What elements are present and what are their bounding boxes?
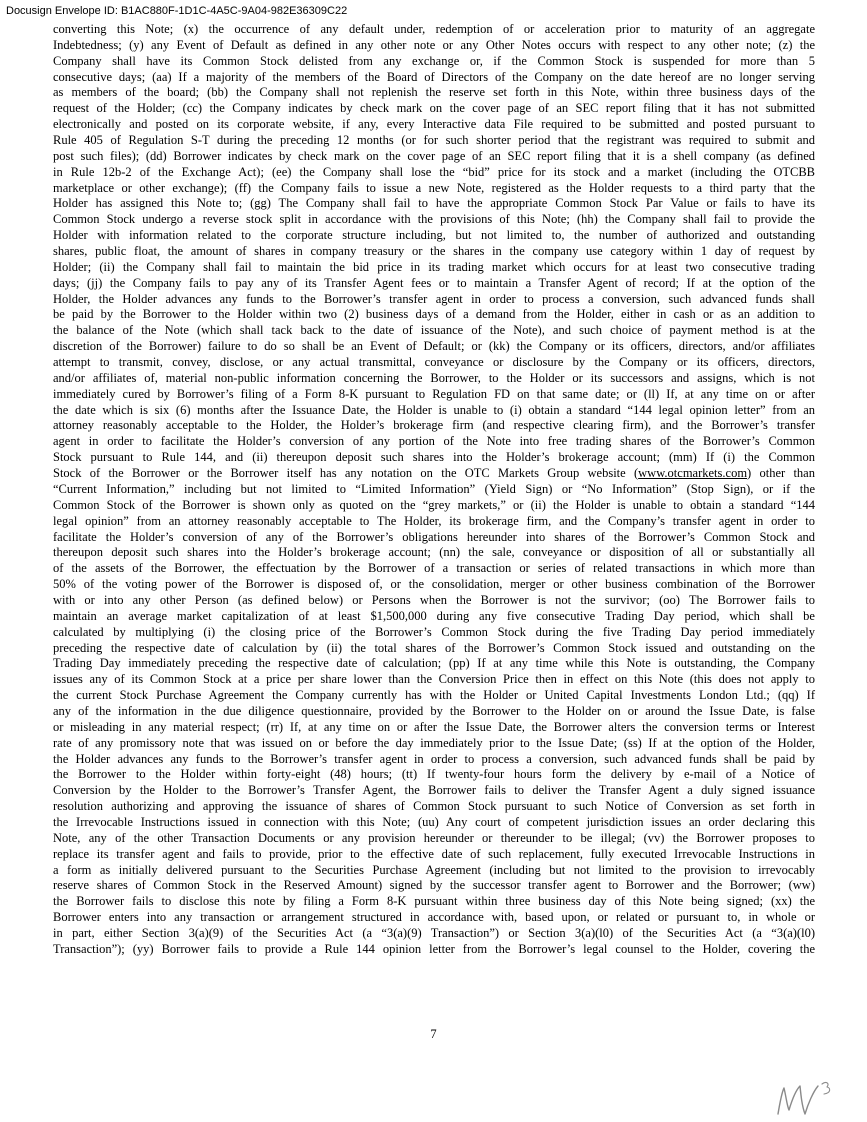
text-line: Company shall have its Common Stock delisted from any exchange or, if the Common Stock is suspended for more than 5 [53,53,815,68]
text-line: be paid by the Borrower to the Holder within two (2) business days of a demand from the Holder, either in cash or as an addition to [53,307,815,322]
text-line: post such files); (dd) Borrower indicates by check mark on the cover page of an SEC report filing that it is a shell company (as defined [53,148,815,163]
text-line: Borrower enters into any transaction or arrangement structured in accordance with, based upon, or related or pursuant to, in whole or [53,910,815,925]
text-line: the current Stock Purchase Agreement the Company currently has with the Holder or United Capital Investments London Ltd.; (qq) If [53,688,815,703]
text-line: rate of any promissory note that was issued on or before the day immediately prior to the Issue Date; (ss) If at the option of the Holder, [53,735,815,750]
text-line: Holder; (ii) the Company shall fail to maintain the bid price in its trading market which occurs for at least two consecutive trading [53,259,815,274]
text-line: Rule 405 of Regulation S-T during the preceding 12 months (or for such shorter period that the registrant was required to submit and [53,133,815,148]
text-line: with or into any other Person (as defined below) or Persons when the Borrower is not the survivor; (oo) The Borrower fails to [53,592,815,607]
text-line: attempt to transmit, convey, disclose, or any actual transmittal, conveyance or disclosure by the Company or its officers, directors, [53,355,815,370]
text-line: Conversion by the Holder to the Borrower’s Transfer Agent, the Borrower fails to deliver the Transfer Agent a duly signed issuance [53,783,815,798]
text-line: marketplace or other exchange); (ff) the Company fails to issue a new Note, registered as the Holder requests to a third party that the [53,180,815,195]
text-line: electronically and posted on its corporate website, if any, every Interactive data File required to be submitted and posted pursuant to [53,117,815,132]
text-line: facilitate the Holder’s conversion of any of the Borrower’s obligations hereunder into shares of the Borrower’s Common Stock and [53,529,815,544]
text-line: Common Stock of the Borrower is shown only as quoted on the “grey markets,” or (ii) the Holder is unable to obtain a standard “144 [53,497,815,512]
text-line: consecutive days; (aa) If a majority of the members of the Board of Directors of the Company on the date hereof are no longer serving [53,69,815,84]
text-line: the Borrower to the Holder within forty-eight (48) hours; (tt) If twenty-four hours form the delivery by e-mail of a Notice of [53,767,815,782]
text-line: agent in order to facilitate the Holder’s conversion of any portion of the Note into free trading shares of the Borrower’s Common [53,434,815,449]
text-line: in part, either Section 3(a)(9) of the Securities Act (a “3(a)(9) Transaction”) or Section 3(a)(l0) of the Securities Act (a “3(a)(l0) [53,925,815,940]
text-line: Note, any of the other Transaction Documents or any provision hereunder or thereunder to be illegal; (vv) the Borrower proposes to [53,830,815,845]
text-line: Indebtedness; (y) any Event of Default as defined in any other note or any Other Notes occurs with respect to any other note; (z) the [53,37,815,52]
text-line: replace its transfer agent and fails to provide, prior to the effective date of such replacement, fully executed Irrevocable Instructions in [53,846,815,861]
text-line: in Rule 12b-2 of the Exchange Act); (ee) the Company shall lose the “bid” price for its stock and a market (including the OTCBB [53,164,815,179]
text-line: Holder with information related to the corporate structure including, but not limited to, the number of authorized and outstanding [53,228,815,243]
text-line: maintain an average market capitalization of at least $1,500,000 during any five consecutive Trading Day period, which shall be [53,608,815,623]
text-line: converting this Note; (x) the occurrence of any default under, redemption of or acceleration prior to maturity of an aggregate [53,22,815,36]
text-line: preceding the respective date of calculation by (ii) the total shares of the Borrower’s Common Stock issued and outstanding on the [53,640,815,655]
text-segment: ) other than [747,466,815,481]
text-line: reserve shares of Common Stock in the Reserved Amount) signed by the successor transfer agent to Borrower and the Borrower; (ww) [53,878,815,893]
otc-markets-link[interactable]: www.otcmarkets.com [638,466,748,481]
text-line: shares, public float, the amount of shares in company treasury or the shares in the company use category within 1 day of request by [53,244,815,259]
text-line: immediately cured by Borrower’s filing of a Form 8-K pursuant to Regulation FD on that same date; or (ll) If, at any time on or after [53,386,815,401]
text-line: “Current Information,” including but not limited to “Limited Information” (Yield Sign) or “No Information” (Stop Sign), or if the [53,481,815,496]
text-line: legal opinion” from an attorney reasonably acceptable to The Holder, its brokerage firm, and the Company’s transfer agent in order to [53,513,815,528]
text-line: or misleading in any material respect; (rr) If, at any time on or after the Issue Date, the Borrower alters the conversion terms or Interest [53,719,815,734]
text-line: calculated by multiplying (i) the closing price of the Borrower’s Common Stock during the five Trading Day period immediately [53,624,815,639]
text-line: resolution authorizing and approving the issuance of shares of Common Stock pursuant to such Notice of Conversion as set forth in [53,799,815,814]
text-line [53,974,815,990]
text-line: Holder, the Holder advances any funds to the Borrower’s transfer agent in order to process a conversion, such advanced funds shall [53,291,815,306]
text-line: a form as initially delivered pursuant to the Securities Purchase Agreement (including but not limited to the provision to irrevocably [53,862,815,877]
text-line: Holder has assigned this Note to; (gg) The Company shall fail to have the appropriate Common Stock Par Value or fails to have its [53,196,815,211]
text-line: 50% of the voting power of the Borrower is disposed of, or the consolidation, merger or other business combination of the Borrower [53,577,815,592]
text-line: and/or affiliates of, material non-public information concerning the Borrower, to the Holder or its successors and assigns, which is not [53,370,815,385]
text-line: Stock pursuant to Rule 144, and (ii) thereupon deposit such shares into the Holder’s brokerage account; (mm) If (i) the Common [53,450,815,465]
text-line: days; (jj) the Company fails to pay any of its Transfer Agent fees or to maintain a Transfer Agent of record; If at the option of the [53,275,815,290]
page-number: 7 [430,1027,437,1041]
text-line: attorney reasonably acceptable to the Holder, the Holder’s brokerage firm (and respective clearing firm), and the Borrower’s transfer [53,418,815,433]
text-line: the Irrevocable Instructions issued in connection with this Note; (uu) Any court of competent jurisdiction issues an order declaring this [53,814,815,829]
text-line: request of the Holder; (cc) the Company indicates by check mark on the cover page of an SEC report filing that it has not submitted [53,101,815,116]
docusign-envelope-id: Docusign Envelope ID: B1AC880F-1D1C-4A5C-9A04-982E36309C22 [6,5,348,17]
text-line: the Borrower fails to disclose this note by filing a Form 8-K pursuant within three business day of this Note being signed; (xx) the [53,894,815,909]
text-line: the Holder advances any funds to the Borrower’s transfer agent in order to process a conversion, such advanced funds shall be paid by [53,751,815,766]
text-line: Trading Day immediately preceding the respective date of calculation; (pp) If at any time while this Note is outstanding, the Company [53,656,815,671]
text-segment: Stock of the Borrower or the Borrower itself has any notation on the OTC Markets Group website ( [53,466,639,481]
contract-body [53,22,815,989]
text-line: of the assets of the Borrower, the effectuation by the Borrower of a transaction or series of related transactions in which more than [53,561,815,576]
text-line: discretion of the Borrower) failure to do so shall be an Event of Default; or (kk) the Company or its officers, directors, and/or affiliates [53,339,815,354]
text-line: as members of the board; (bb) the Company shall not replenish the reserve set forth in this Note, within three business days of the [53,85,815,100]
handwritten-initials [772,1078,852,1120]
text-line: issues any of its Common Stock at a price per share lower than the Conversion Price then in effect on this Note (this does not apply to [53,672,815,687]
text-line: any of the information in the due diligence questionnaire, provided by the Borrower to the Holder on or around the Issue Date, is false [53,703,815,718]
text-line: Common Stock undergo a reverse stock split in accordance with the provisions of this Note; (hh) the Company shall fail to provide the [53,212,815,227]
text-line: the date which is six (6) months after the Issuance Date, the Holder is unable to (i) obtain a standard “144 legal opinion letter” from an [53,402,815,417]
text-line: thereupon deposit such shares into the Holder’s brokerage account; (nn) the sale, conveyance or disposition of all or substantially all [53,545,815,560]
text-line-with-link [53,466,815,482]
text-line: the balance of the Note (which shall tack back to the date of issuance of the Note), and such choice of payment method is at the [53,323,815,338]
text-line: Transaction”); (yy) Borrower fails to provide a Rule 144 opinion letter from the Borrower’s legal counsel to the Holder, covering the [53,941,815,956]
text-line [53,958,815,974]
